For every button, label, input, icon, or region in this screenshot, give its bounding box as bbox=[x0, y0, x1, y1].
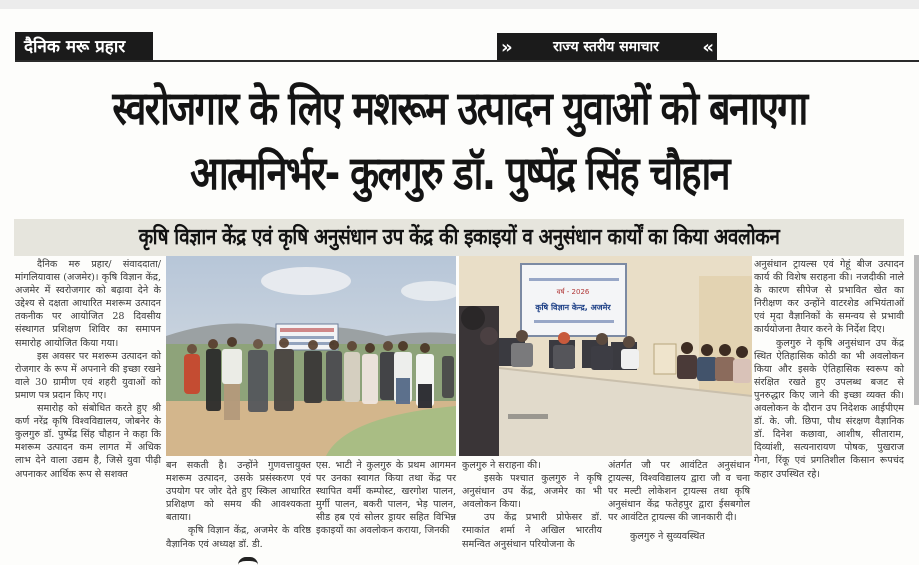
masthead-divider bbox=[15, 60, 919, 62]
paper-name-label: दैनिक मरू प्रहार bbox=[15, 32, 153, 62]
paragraph: कुलगुरु ने सुव्यवस्थित bbox=[630, 531, 705, 543]
headline-line-1: स्वरोजगार के लिए मशरूम उत्पादन युवाओं को बनाएगा bbox=[112, 81, 807, 135]
paragraph: अनुसंधान ट्रायल्स एवं गेहूं बीज उत्पादन कार्य की विशेष सराहना की। नजदीकी नाले के कारण सीपेज से प्रभावित खेत का निरीक्षण कर उन्होंने वाटरशेड अभियंताओं एवं मृदा वैज्ञानिकों के समन्वय से प्रभावी कार्ययोजना तैयार करने के निर्देश दिए। bbox=[754, 259, 904, 336]
chevron-right-icon: » bbox=[501, 37, 510, 58]
section-tag bbox=[497, 33, 717, 62]
article-column-5 bbox=[608, 459, 750, 544]
section-label: राज्य स्तरीय समाचार bbox=[553, 39, 659, 55]
svg-text:वर्ष - 2026: वर्ष - 2026 bbox=[556, 288, 590, 296]
paragraph: कृषि विज्ञान केंद्र, अजमेर के वरिष्ठ वैज्ञानिक एवं अध्यक्ष डॉ. डी. bbox=[166, 525, 311, 550]
adjacent-photo-edge bbox=[914, 255, 919, 405]
next-headline-fragment bbox=[238, 557, 258, 565]
paragraph: बन सकती है। उन्होंने गुणवत्तायुक्त मशरूम उत्पादन, उसके प्रसंस्करण एवं उपयोग पर जोर देते हुए स्किल आधारित प्रशिक्षण को समय की आवश्यकता बताया। bbox=[166, 460, 311, 524]
paragraph: एस. भाटी ने कुलगुरु के प्रथम आगमन पर उनका स्वागत किया तथा केंद्र पर स्थापित वर्मी कम्पोस्ट, खरगोश पालन, मुर्गी पालन, बकरी पालन, भेड़ पालन, सीड हब एवं सोलर ड्रायर सहित विभिन्न इकाइयों का अवलोकन कराया, जिनकी bbox=[316, 460, 456, 537]
subheadline-band bbox=[14, 219, 904, 256]
paragraph: उप केंद्र प्रभारी प्रोफेसर डॉ. रमाकांत शर्मा ने अखिल भारतीय समन्वित अनुसंधान परियोजना के bbox=[462, 512, 602, 550]
meeting-hall-image bbox=[459, 256, 752, 456]
field-visit-photo bbox=[166, 256, 456, 456]
field-visit-image bbox=[166, 256, 456, 456]
article-column-4 bbox=[462, 459, 602, 551]
paragraph: दैनिक मरु प्रहार/ संवाददाता/मांगलियावास (अजमेर)। कृषि विज्ञान केंद्र, अजमेर में स्वरोजगार को बढ़ावा देने के उद्देश्य से दक्षता आधारित मशरूम उत्पादन तकनीक पर आयोजित 28 दिवसीय संस्थागत प्रशिक्षण शिविर का समापन समारोह आयोजित किया गया। bbox=[15, 259, 161, 349]
meeting-hall-photo bbox=[459, 256, 752, 456]
paragraph: कुलगुरु ने सराहना की। bbox=[462, 460, 541, 471]
chevron-left-icon: « bbox=[702, 37, 711, 58]
article-column-3 bbox=[316, 459, 456, 538]
paragraph: कुलगुरु ने कृषि अनुसंधान उप केंद्र स्थित ऐतिहासिक कोठी का भी अवलोकन किया और इसके ऐतिहासिक स्वरूप को संरक्षित रखते हुए उपलब्ध बजट से पुनरुद्धार किए जाने की इच्छा व्यक्त की। अवलोकन के दौरान उप निदेशक आईपीएम डॉ. के. जी. छिपा, पौध संरक्षण वैज्ञानिक डॉ. दिनेश कछावा, आशीष, सीताराम, दिव्यांशी, सत्यनारायण पोषक, पुखराज गेना, रिंकू एवं प्रगतिशील किसान रूपचंद कहार उपस्थित रहे। bbox=[754, 337, 904, 480]
paragraph: समारोह को संबोधित करते हुए श्री कर्ण नरेंद्र कृषि विश्वविद्यालय, जोबनेर के कुलगुरु डॉ. पुष्पेंद्र सिंह चौहान ने कहा कि मशरूम उत्पादन कम लागत में अधिक लाभ देने वाला उद्यम है, जिसे युवा पीढ़ी अपनाकर आर्थिक रूप से सशक्त bbox=[15, 403, 161, 480]
paragraph: इसके पश्चात कुलगुरु ने कृषि अनुसंधान उप केंद्र, अजमेर का भी अवलोकन किया। bbox=[462, 473, 602, 511]
paragraph: अंतर्गत जौ पर आवंटित अनुसंधान ट्रायल्स, विश्वविद्यालय द्वारा जौ व चना पर मल्टी लोकेशन ट्रायल्स तथा कृषि अनुसंधान केंद्र फतेहपुर द्वारा ईसबगोल पर आवंटित ट्रायल्स की जानकारी दी। bbox=[608, 460, 750, 524]
article-column-6 bbox=[754, 258, 904, 481]
svg-text:कृषि विज्ञान केन्द्र, अजमेर: कृषि विज्ञान केन्द्र, अजमेर bbox=[535, 303, 611, 312]
article-column-1 bbox=[15, 258, 161, 481]
paragraph: इस अवसर पर मशरूम उत्पादन को रोजगार के रूप में अपनाने की इच्छा रखने वाले 30 ग्रामीण एवं शहरी युवाओं को प्रमाण पत्र प्रदान किए गए। bbox=[15, 350, 161, 401]
top-strip bbox=[0, 0, 919, 9]
headline-line-2: आत्मनिर्भर- कुलगुरु डॉ. पुष्पेंद्र सिंह चौहान bbox=[190, 146, 729, 200]
article-column-2 bbox=[166, 459, 311, 551]
subheadline: कृषि विज्ञान केंद्र एवं कृषि अनुसंधान उप केंद्र की इकाइयों व अनुसंधान कार्यों का किया अवलोकन bbox=[138, 225, 780, 250]
